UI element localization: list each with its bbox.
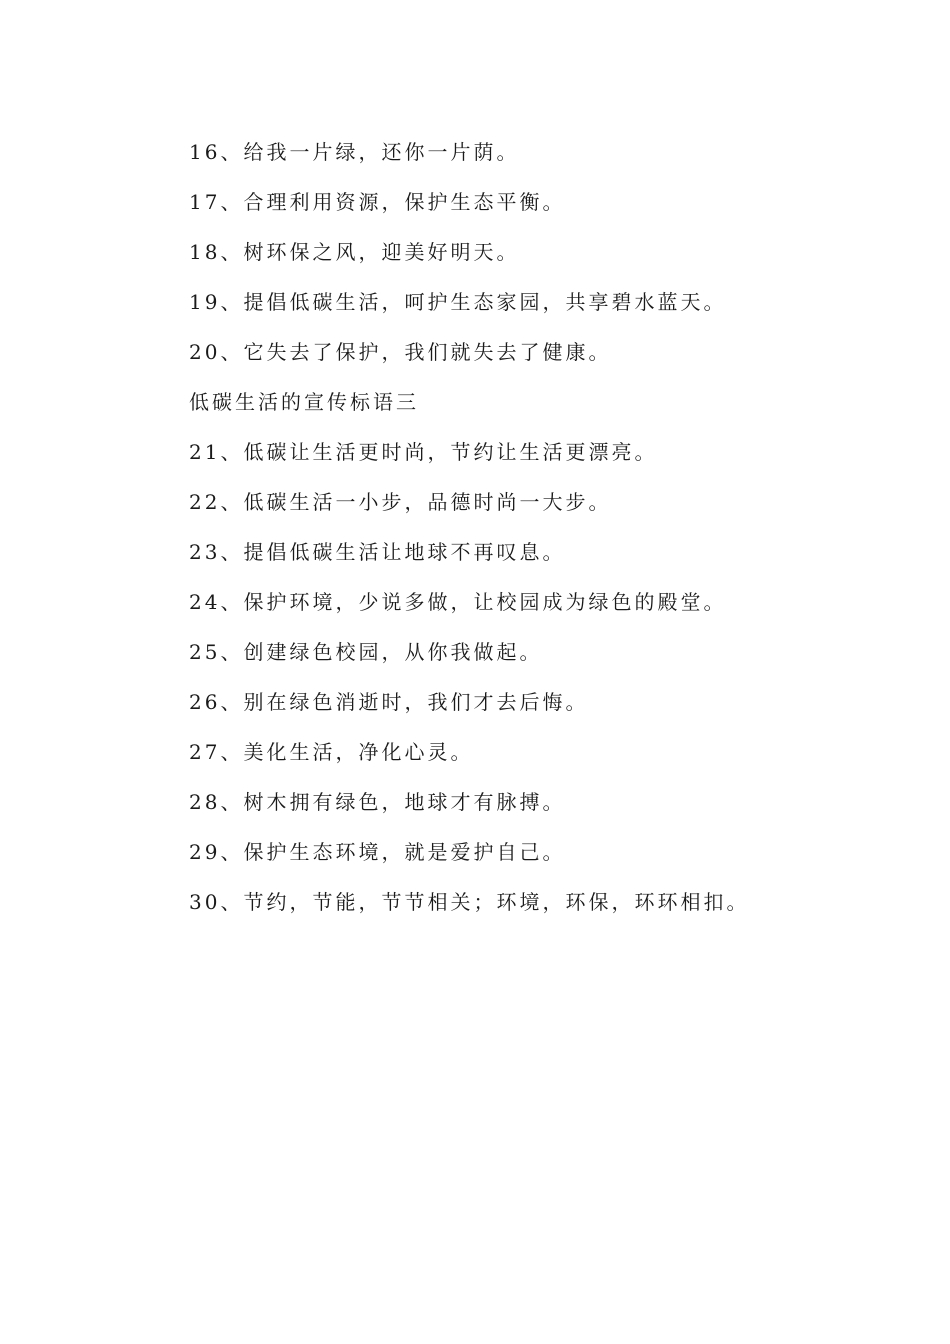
- slogan-item: 25、创建绿色校园，从你我做起。: [189, 640, 543, 664]
- slogan-item: 28、树木拥有绿色，地球才有脉搏。: [189, 790, 566, 814]
- slogan-item: 18、树环保之风，迎美好明天。: [189, 240, 520, 264]
- slogan-item: 19、提倡低碳生活，呵护生态家园，共享碧水蓝天。: [189, 290, 727, 314]
- slogan-item: 29、保护生态环境，就是爱护自己。: [189, 840, 566, 864]
- slogan-item: 30、节约，节能，节节相关；环境，环保，环环相扣。: [189, 890, 750, 914]
- slogan-list: [189, 134, 889, 934]
- slogan-item: 26、别在绿色消逝时，我们才去后悔。: [189, 690, 589, 714]
- slogan-item: 16、给我一片绿，还你一片荫。: [189, 140, 520, 164]
- slogan-item: 21、低碳让生活更时尚，节约让生活更漂亮。: [189, 440, 658, 464]
- slogan-item: 27、美化生活，净化心灵。: [189, 740, 474, 764]
- slogan-item: 23、提倡低碳生活让地球不再叹息。: [189, 540, 566, 564]
- slogan-item: 20、它失去了保护，我们就失去了健康。: [189, 340, 612, 364]
- slogan-item: 17、合理利用资源，保护生态平衡。: [189, 190, 566, 214]
- slogan-item: 22、低碳生活一小步，品德时尚一大步。: [189, 490, 612, 514]
- slogan-item: 24、保护环境，少说多做，让校园成为绿色的殿堂。: [189, 590, 727, 614]
- section-heading: 低碳生活的宣传标语三: [189, 390, 419, 414]
